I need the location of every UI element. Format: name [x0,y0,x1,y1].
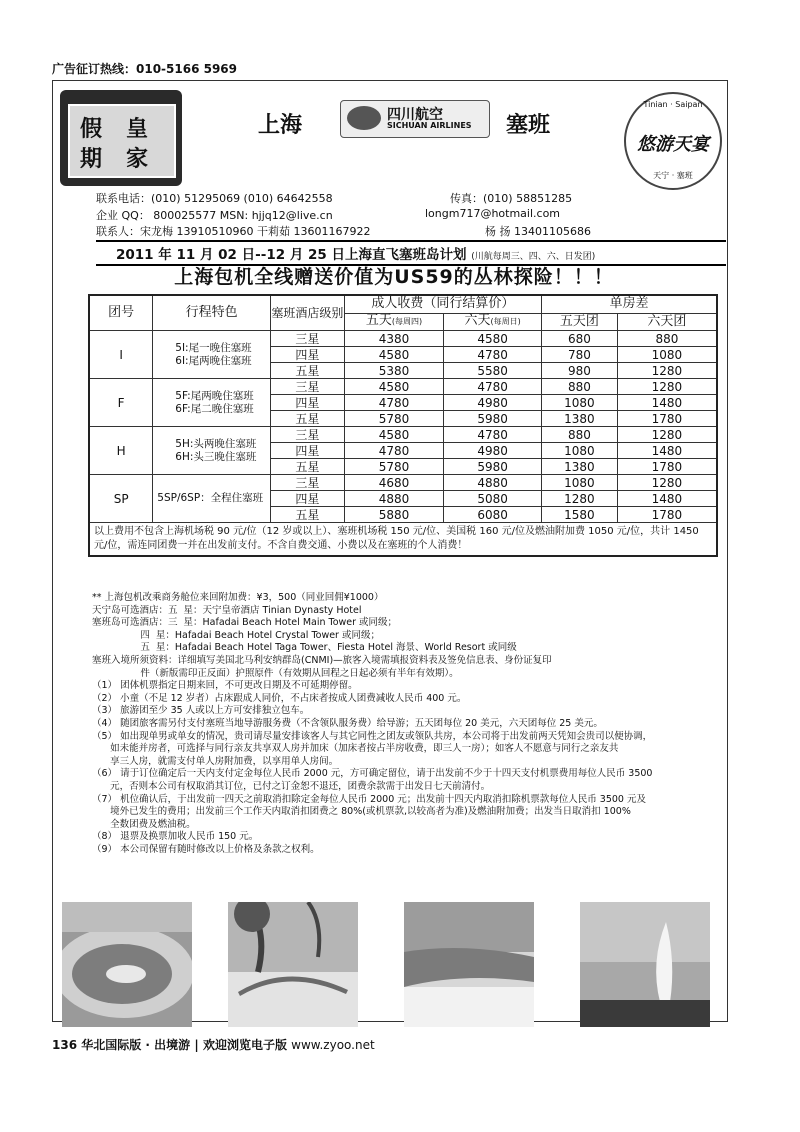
header-six-day: 六天(每周日) [444,313,542,330]
price-five: 4780 [344,395,444,411]
note-line: （4） 随团旅客需另付支付塞班当地导游服务费（不含领队服务费）给导游；五天团每位 20 美元，六天团每位 25 美元。 [92,717,603,729]
plan-main: 2011 年 11 月 02 日--12 月 25 日上海直飞塞班岛计划 [116,247,467,263]
contact-email: longm717@hotmail.com [425,207,561,220]
single-six: 1780 [617,411,717,427]
note-line: 件（新版需印正反面）护照原件（有效期从回程之日起必须有半年有效期）。 [92,667,459,679]
sichuan-airlines-logo [340,100,490,138]
single-five: 680 [542,331,618,347]
hotel-level: 五星 [270,411,344,427]
page-footer [52,1036,375,1053]
price-five: 4580 [344,347,444,363]
hotel-level: 三星 [270,475,344,491]
price-six: 5580 [444,363,542,379]
logo-char: 期 [80,146,103,172]
price-five: 4380 [344,331,444,347]
single-six: 1280 [617,475,717,491]
contact-people: 联系人：宋龙梅 13910510960 干莉茹 13601167922 [96,225,371,238]
group-feature: 5I:尾一晚住塞班 6I:尾两晚住塞班 [153,331,271,379]
single-five: 1380 [542,411,618,427]
single-five: 1380 [542,459,618,475]
logo-char: 家 [126,146,149,172]
group-feature: 5H:头两晚住塞班 6H:头三晚住塞班 [153,427,271,475]
youyou-tianyan-logo [624,92,722,190]
single-six: 1480 [617,395,717,411]
note-line: （8） 退票及换票加收人民币 150 元。 [92,831,259,843]
page-number: 136 [52,1038,78,1052]
hotel-level: 四星 [270,395,344,411]
note-line: （1） 团体机票指定日期来回，不可更改日期及不可延期停留。 [92,680,358,692]
footer-separator: | [194,1038,199,1052]
single-five: 780 [542,347,618,363]
airline-emblem-icon [347,106,381,130]
hotel-level: 五星 [270,507,344,523]
hotel-level: 五星 [270,459,344,475]
blowhole-photo [580,902,710,1027]
single-six: 1080 [617,347,717,363]
logo-bottom-text: 天宁 · 塞班 [653,171,693,180]
price-five: 4580 [344,427,444,443]
route-origin: 上海 [258,112,303,138]
single-six: 1280 [617,427,717,443]
header-six-tour: 六天团 [617,313,717,330]
price-note: 以上费用不包含上海机场税 90 元/位（12 岁或以上）、塞班机场税 150 元/位、美国税 160 元/位及燃油附加费 1050 元/位，共计 1450 元/位，需连同团费一并在出发前支付。不含自费交通、小费以及在塞班的个人消费！ [89,523,717,557]
logo-char: 假 [80,116,103,142]
single-five: 1580 [542,507,618,523]
header-five-day: 五天(每周四) [344,313,444,330]
single-five: 880 [542,379,618,395]
header-single: 单房差 [542,295,718,313]
single-six: 1280 [617,379,717,395]
website-link[interactable]: www.zyoo.net [291,1038,375,1052]
contact-qq-msn: 企业 QQ： 800025577 MSN: hjjq12@live.cn [96,209,333,222]
logo-top-text: Tinian · Saipan [643,100,703,109]
single-six: 1280 [617,363,717,379]
price-five: 5880 [344,507,444,523]
single-six: 1480 [617,491,717,507]
contact-phone: 联系电话：(010) 51295069 (010) 64642558 [96,192,333,205]
note-line: 四 星：Hafadai Beach Hotel Crystal Tower 或同级； [92,629,380,641]
hotel-level: 三星 [270,331,344,347]
publication-title: 华北国际版 · 出境游 [81,1038,191,1052]
group-code: H [89,427,153,475]
price-five: 4780 [344,443,444,459]
group-feature: 5SP/6SP：全程住塞班 [153,475,271,523]
price-six: 5080 [444,491,542,507]
group-code: SP [89,475,153,523]
promo-headline: 上海包机全线赠送价值为US59的丛林探险！！！ [174,266,614,288]
note-line: 元，否则本公司有权取消其订位，已付之订金恕不退还，团费余款需于出发日七天前清付。 [92,780,491,792]
single-five: 1080 [542,395,618,411]
note-line: （9） 本公司保留有随时修改以上价格及条款之权利。 [92,843,320,855]
note-line: （3） 旅游团至少 35 人或以上方可安排独立包车。 [92,705,310,717]
route-destination: 塞班 [506,112,551,138]
price-five: 5380 [344,363,444,379]
group-code: I [89,331,153,379]
hotel-level: 四星 [270,491,344,507]
group-code: F [89,379,153,427]
hotel-level: 五星 [270,363,344,379]
single-six: 1780 [617,459,717,475]
price-six: 4780 [444,379,542,395]
note-line: 全数团费及燃油税。 [92,818,196,830]
note-line: 塞班入境所须资料：详细填写美国北马利安纳群岛(CNMI)—旅客入境需填报资料表及签免信息表、身份证复印 [92,654,552,666]
price-six: 5980 [444,459,542,475]
contact-fax: 传真：(010) 58851285 [450,192,573,205]
note-line: 如未能并房者，可选择与同行亲友共享双人房并加床（加床者按占半房收费，即三人一房）；如客人不愿意与同行之亲友共 [92,743,619,755]
single-six: 1780 [617,507,717,523]
logo-plate [68,104,176,178]
price-five: 5780 [344,411,444,427]
note-line: 五 星：Hafadai Beach Hotel Taga Tower、Fiesta Hotel 海景、World Resort 或同级 [92,642,517,654]
white-beach-photo [404,902,534,1027]
price-five: 5780 [344,459,444,475]
price-six: 6080 [444,507,542,523]
note-line: 天宁岛可选酒店：五 星：天宁皇帝酒店 Tinian Dynasty Hotel [92,604,362,616]
contact-people-2: 杨 扬 13401105686 [485,225,591,238]
group-feature: 5F:尾两晚住塞班 6F:尾二晚住塞班 [153,379,271,427]
single-six: 880 [617,331,717,347]
single-five: 1280 [542,491,618,507]
hotel-level: 四星 [270,443,344,459]
price-six: 4780 [444,347,542,363]
airline-en: SICHUAN AIRLINES [387,121,472,130]
header-group: 团号 [89,295,153,331]
header-hotel: 塞班酒店级别 [270,295,344,331]
price-six: 4880 [444,475,542,491]
aerial-island-photo [62,902,192,1027]
note-line: （2） 小童（不足 12 岁者）占床跟成人同价，不占床者按成人团费减收人民币 400 元。 [92,692,467,704]
note-line: （5） 如出现单男或单女的情况，贵司请尽量安排该客人与其它同性之团友或领队共房，本公司将于出发前两天凭知会贵司以便协调， [92,730,653,742]
note-line: 享三人房，就需支付单人房附加费，以享用单人房间。 [92,755,339,767]
hotel-level: 三星 [270,427,344,443]
ad-hotline: 广告征订热线：010-5166 5969 [52,62,238,76]
price-five: 4580 [344,379,444,395]
price-five: 4680 [344,475,444,491]
airline-cn: 四川航空 [387,107,443,123]
single-five: 1080 [542,443,618,459]
single-five: 1080 [542,475,618,491]
footer-slogan: 欢迎浏览电子版 [202,1038,287,1052]
single-six: 1480 [617,443,717,459]
single-five: 980 [542,363,618,379]
header-feature: 行程特色 [153,295,271,331]
hotel-level: 三星 [270,379,344,395]
price-six: 4980 [444,395,542,411]
plan-sub: (川航每周三、四、六、日发团) [471,252,596,262]
price-six: 4580 [444,331,542,347]
price-six: 5980 [444,411,542,427]
header-five-tour: 五天团 [542,313,618,330]
logo-char: 皇 [126,116,149,142]
jiahuangqijia-logo [60,90,182,186]
single-five: 880 [542,427,618,443]
logo-mid-text: 悠游天宴 [637,134,709,155]
beach-umbrella-photo [228,902,358,1027]
price-six: 4980 [444,443,542,459]
price-five: 4880 [344,491,444,507]
hotel-level: 四星 [270,347,344,363]
note-line: （6） 请于订位确定后一天内支付定金每位人民币 2000 元，方可确定留位，请于出发前不少于十四天支付机票费用每位人民币 3500 [92,768,653,780]
terms-notes [92,592,724,856]
price-table [88,294,718,557]
header-adult: 成人收费（同行结算价） [344,295,541,313]
note-line: ** 上海包机改乘商务舱位来回附加费：¥3，500（同业回佣¥1000） [92,592,384,603]
note-line: 塞班岛可选酒店：三 星：Hafadai Beach Hotel Main Tower 或同级； [92,617,398,629]
price-six: 4780 [444,427,542,443]
note-line: 境外已发生的费用；出发前三个工作天内取消扣团费之 80%(或机票款,以较高者为准)及燃油附加费；出发当日取消扣 100% [92,806,631,818]
note-line: （7） 机位确认后，于出发前一四天之前取消扣除定金每位人民币 2000 元；出发前十四天内取消扣除机票款每位人民币 3500 元及 [92,793,646,805]
